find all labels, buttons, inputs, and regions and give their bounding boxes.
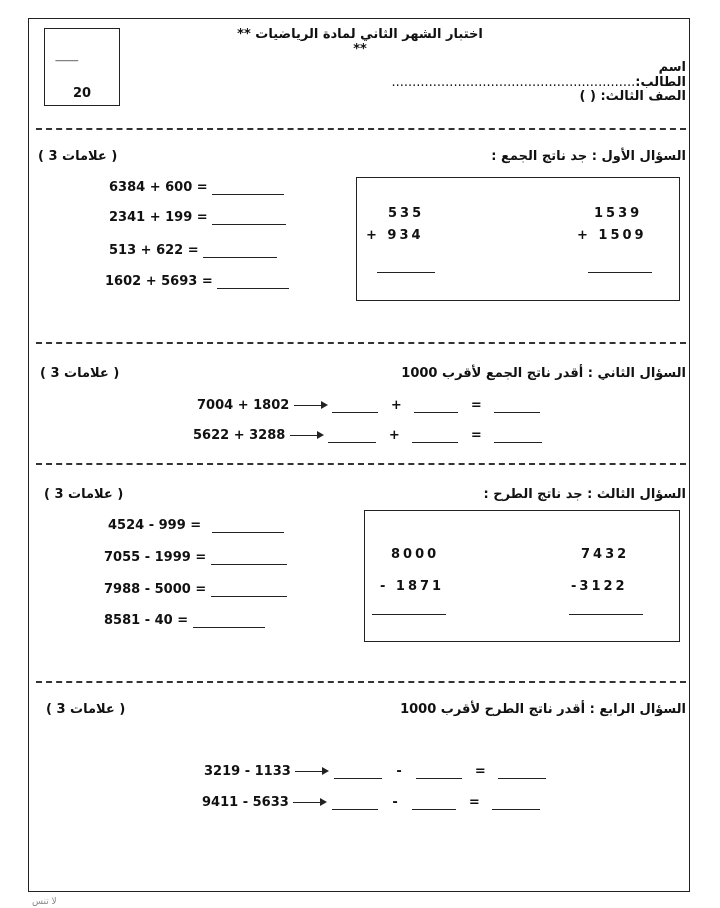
q3-eq-expr: 7055 - 1999 = [104, 550, 207, 565]
q3-a-bottom: - 1871 [380, 579, 445, 594]
q3-eq-expr: 8581 - 40 = [104, 613, 189, 628]
answer-blank[interactable] [211, 552, 287, 565]
answer-blank[interactable] [203, 245, 277, 258]
equals-sign: = [474, 764, 486, 779]
q2-expr: 7004 + 1802 [197, 398, 290, 413]
operator: + [390, 398, 402, 413]
q3-eq-1 [108, 518, 284, 533]
q3-a-top: 8000 [391, 547, 440, 562]
divider [36, 128, 686, 130]
page-footer-mark: لا تنس [32, 897, 57, 907]
arrow-icon [293, 798, 327, 808]
q1-eq-expr: 6384 + 600 = [109, 180, 208, 195]
divider [36, 681, 686, 683]
arrow-icon [290, 431, 324, 441]
result-blank[interactable] [494, 400, 540, 413]
q2-expr: 5622 + 3288 [193, 428, 286, 443]
q1-a-top: 535 [388, 206, 425, 221]
q3-marks: ( 3 علامات ) [44, 487, 124, 502]
answer-blank[interactable] [211, 584, 287, 597]
q3-b-top: 7432 [581, 547, 630, 562]
estimate-blank[interactable] [412, 797, 456, 810]
q3-eq-4 [104, 613, 265, 628]
q4-title: السؤال الرابع : أقدر ناتج الطرح لأقرب 1000 [400, 702, 686, 717]
q1-eq-2 [109, 210, 286, 225]
q2-row-2 [193, 428, 542, 443]
operator: - [396, 764, 402, 779]
answer-blank[interactable] [193, 615, 265, 628]
exam-title: ** اختبار الشهر الثاني لمادة الرياضيات ** [237, 27, 483, 57]
q4-expr: 3219 - 1133 [204, 764, 291, 779]
q1-a-bottom: + 934 [366, 228, 424, 243]
operator: - [392, 795, 398, 810]
q3-title: السؤال الثالث : جد ناتج الطرح : [483, 487, 686, 502]
estimate-blank[interactable] [328, 430, 376, 443]
equals-sign: = [468, 795, 480, 810]
q4-marks: ( 3 علامات ) [46, 702, 126, 717]
class-label: الصف الثالث: ( ) [579, 89, 686, 104]
answer-blank[interactable] [212, 520, 284, 533]
equals-sign: = [470, 428, 482, 443]
q1-eq-4 [105, 274, 289, 289]
arrow-icon [294, 401, 328, 411]
student-name-row [386, 60, 686, 90]
q1-b-top: 1539 [594, 206, 643, 221]
score-blank: ------------ [55, 56, 78, 65]
result-blank[interactable] [498, 766, 546, 779]
q1-eq-expr: 2341 + 199 = [109, 210, 208, 225]
divider [36, 342, 686, 344]
q1-eq-1 [109, 180, 284, 195]
result-blank[interactable] [494, 430, 542, 443]
student-name-label: اسم الطالب: [635, 60, 686, 90]
q2-title: السؤال الثاني : أقدر ناتج الجمع لأقرب 1000 [401, 366, 686, 381]
arrow-icon [295, 767, 329, 777]
q3-b-answer-line[interactable] [569, 614, 643, 615]
q3-eq-expr: 7988 - 5000 = [104, 582, 207, 597]
score-total: 20 [72, 86, 92, 101]
q2-row-1 [197, 398, 540, 413]
estimate-blank[interactable] [332, 797, 378, 810]
q3-b-bottom: -3122 [571, 579, 628, 594]
q1-a-answer-line[interactable] [377, 272, 435, 273]
q4-row-2 [202, 795, 540, 810]
estimate-blank[interactable] [416, 766, 462, 779]
q3-eq-2 [104, 550, 287, 565]
student-name-field: ........................................................... [391, 75, 636, 90]
answer-blank[interactable] [217, 276, 289, 289]
q1-b-answer-line[interactable] [588, 272, 652, 273]
q4-expr: 9411 - 5633 [202, 795, 289, 810]
answer-blank[interactable] [212, 212, 286, 225]
q3-a-answer-line[interactable] [372, 614, 446, 615]
estimate-blank[interactable] [334, 766, 382, 779]
divider [36, 463, 686, 465]
q1-title: السؤال الأول : جد ناتج الجمع : [491, 149, 686, 164]
operator: + [388, 428, 400, 443]
estimate-blank[interactable] [414, 400, 458, 413]
answer-blank[interactable] [212, 182, 284, 195]
equals-sign: = [470, 398, 482, 413]
q4-row-1 [204, 764, 546, 779]
q2-marks: ( 3 علامات ) [40, 366, 120, 381]
result-blank[interactable] [492, 797, 540, 810]
estimate-blank[interactable] [412, 430, 458, 443]
q3-eq-3 [104, 582, 287, 597]
q1-eq-expr: 1602 + 5693 = [105, 274, 213, 289]
q1-eq-3 [109, 243, 277, 258]
q1-marks: ( 3 علامات ) [38, 149, 118, 164]
q3-eq-expr: 4524 - 999 = [108, 518, 202, 533]
q1-b-bottom: + 1509 [577, 228, 647, 243]
estimate-blank[interactable] [332, 400, 378, 413]
q3-column-box [364, 510, 680, 642]
score-box [44, 28, 120, 106]
q1-eq-expr: 513 + 622 = [109, 243, 199, 258]
